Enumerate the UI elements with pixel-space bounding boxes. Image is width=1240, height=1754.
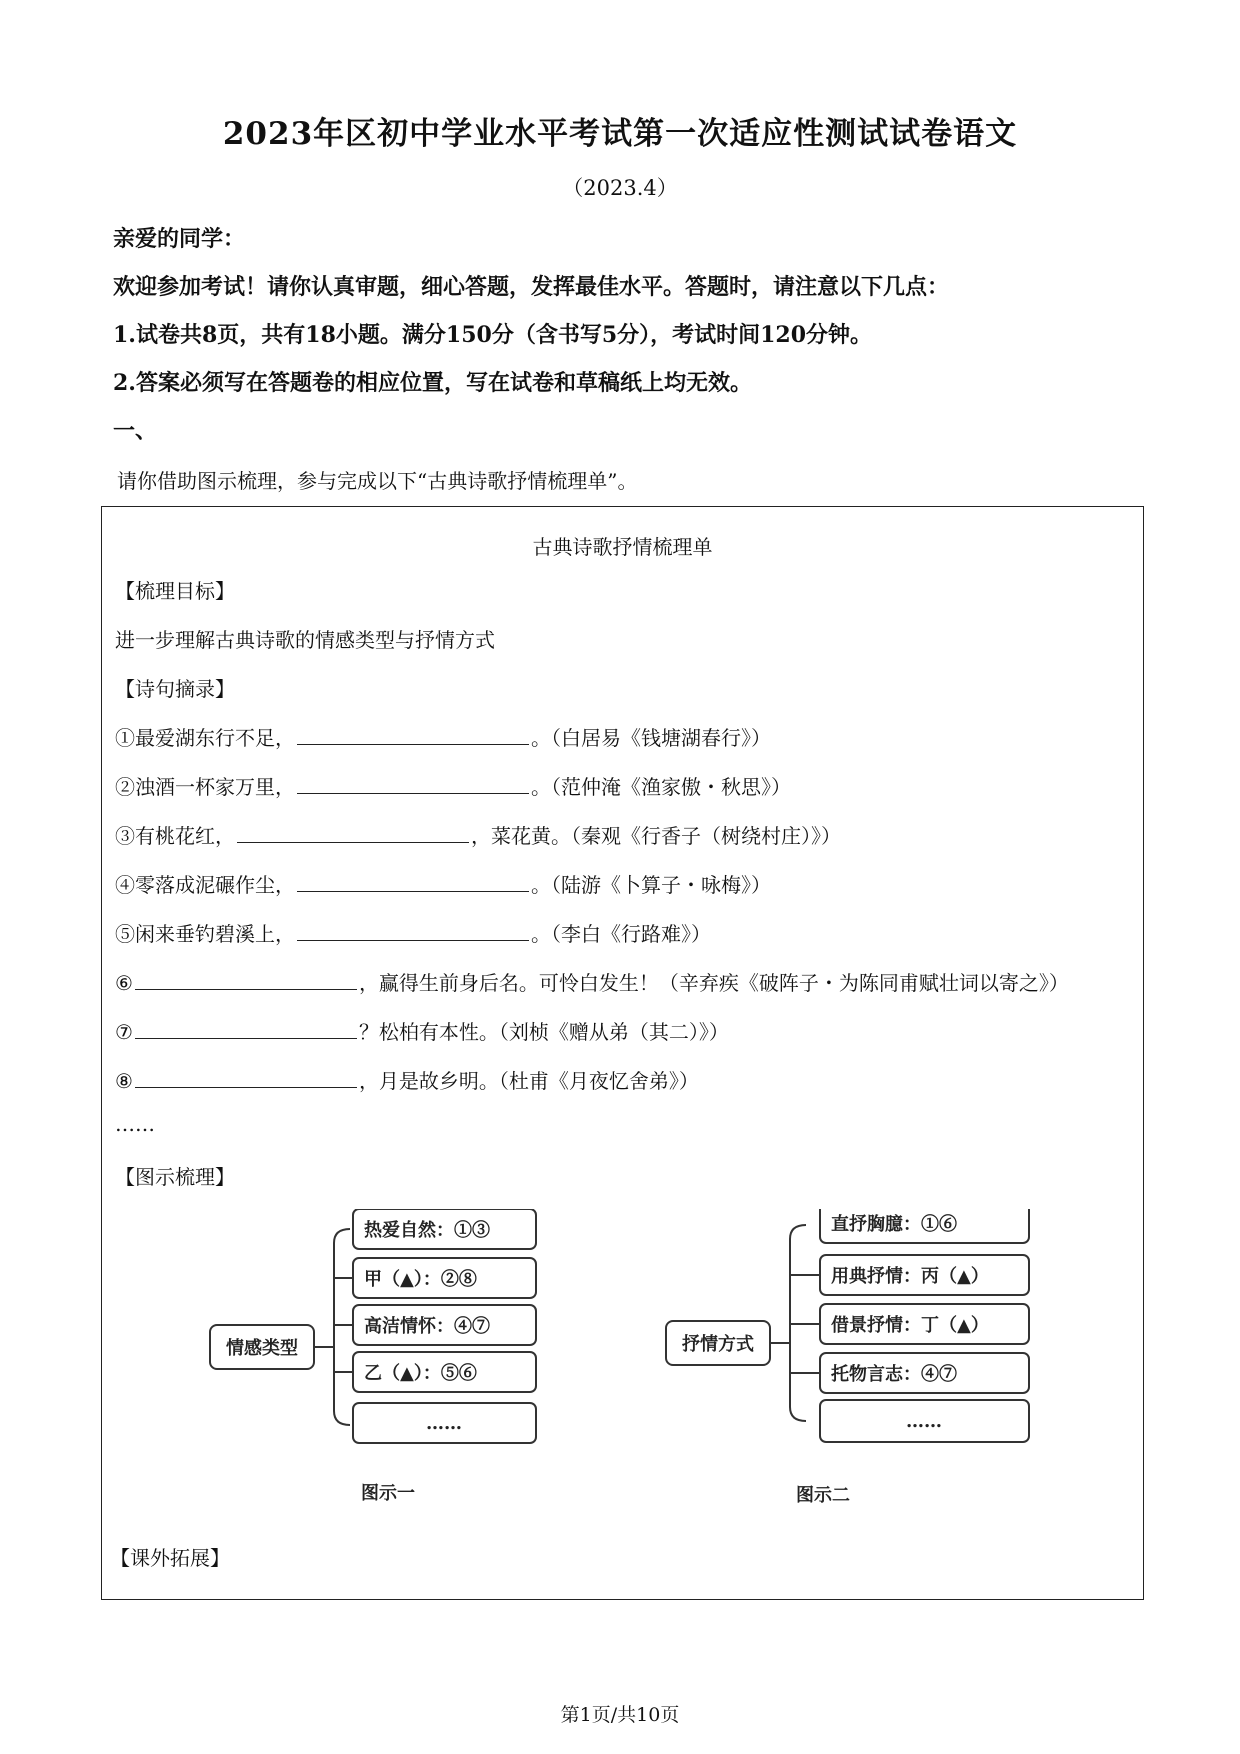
task-instruction: 请你借助图示梳理，参与完成以下“古典诗歌抒情梳理单”。 [117,469,638,493]
answer-blank-2[interactable] [297,775,529,794]
answer-blank-6[interactable] [135,971,357,990]
poem-line-8: ⑧ ，月是故乡明。（杜甫《月夜忆舍弟》） [115,1069,699,1093]
diagram-heading: 【图示梳理】 [115,1165,235,1189]
diagram2-item-3: 借景抒情：丁（▲） [831,1315,989,1336]
answer-blank-3[interactable] [237,824,469,843]
poem-line-6: ⑥ ，赢得生前身后名。可怜白发生！（辛弃疾《破阵子・为陈同甫赋壮词以寄之》） [115,971,1069,995]
poem-line-4: ④零落成泥碾作尘， 。（陆游《卜算子・咏梅》） [115,873,771,897]
answer-blank-4[interactable] [297,873,529,892]
diagram1-item-2: 甲（▲）：②⑧ [364,1269,477,1290]
excerpt-heading: 【诗句摘录】 [115,677,235,701]
diagram1-item-4: 乙（▲）：⑤⑥ [364,1363,477,1384]
diagram1-item-5: …… [426,1413,462,1434]
diagram1-item-1: 热爱自然：①③ [364,1220,490,1241]
diagram2-item-2: 用典抒情：丙（▲） [831,1266,989,1287]
poem-line-7: ⑦ ？松柏有本性。（刘桢《赠从弟（其二）》） [115,1020,729,1044]
extension-heading: 【课外拓展】 [110,1546,230,1570]
worksheet-box [101,506,1144,1600]
diagram2-caption: 图示二 [796,1485,850,1506]
diagram2-item-5: …… [906,1411,942,1432]
diagram1-caption: 图示一 [361,1483,415,1504]
poem-line-3: ③有桃花红， ，菜花黄。（秦观《行香子（树绕村庄）》） [115,824,841,848]
section-heading: 一、 [113,418,158,444]
diagram1-root-label: 情感类型 [226,1338,298,1359]
page-number: 第1页/共10页 [560,1704,680,1726]
greeting: 亲爱的同学： [113,226,246,252]
poem-line-5: ⑤闲来垂钓碧溪上， 。（李白《行路难》） [115,922,711,946]
answer-blank-5[interactable] [297,922,529,941]
diagram2-item-4: 托物言志：④⑦ [831,1364,957,1385]
exam-title: 2023年区初中学业水平考试第一次适应性测试试卷语文 [222,116,1018,152]
diagram1-item-3: 高洁情怀：④⑦ [364,1316,490,1337]
goal-text: 进一步理解古典诗歌的情感类型与抒情方式 [115,628,495,652]
worksheet-title: 古典诗歌抒情梳理单 [532,535,713,559]
exam-date: （2023.4） [562,176,678,200]
answer-blank-7[interactable] [135,1020,357,1039]
welcome-text: 欢迎参加考试！请你认真审题，细心答题，发挥最佳水平。答题时，请注意以下几点： [113,274,950,300]
goal-heading: 【梳理目标】 [115,579,235,603]
diagrams [102,1209,1142,1529]
poem-line-1: ①最爱湖东行不足， 。（白居易《钱塘湖春行》） [115,726,771,750]
note-1: 1.试卷共8页，共有18小题。满分150分（含书写5分），考试时间120分钟。 [113,322,873,348]
excerpt-ellipsis: …… [115,1112,155,1136]
answer-blank-8[interactable] [135,1069,357,1088]
note-2: 2.答案必须写在答题卷的相应位置，写在试卷和草稿纸上均无效。 [113,370,752,396]
answer-blank-1[interactable] [297,726,529,745]
diagram2-item-1: 直抒胸臆：①⑥ [831,1214,957,1235]
diagram2-root-label: 抒情方式 [682,1334,754,1355]
poem-line-2: ②浊酒一杯家万里， 。（范仲淹《渔家傲・秋思》） [115,775,791,799]
